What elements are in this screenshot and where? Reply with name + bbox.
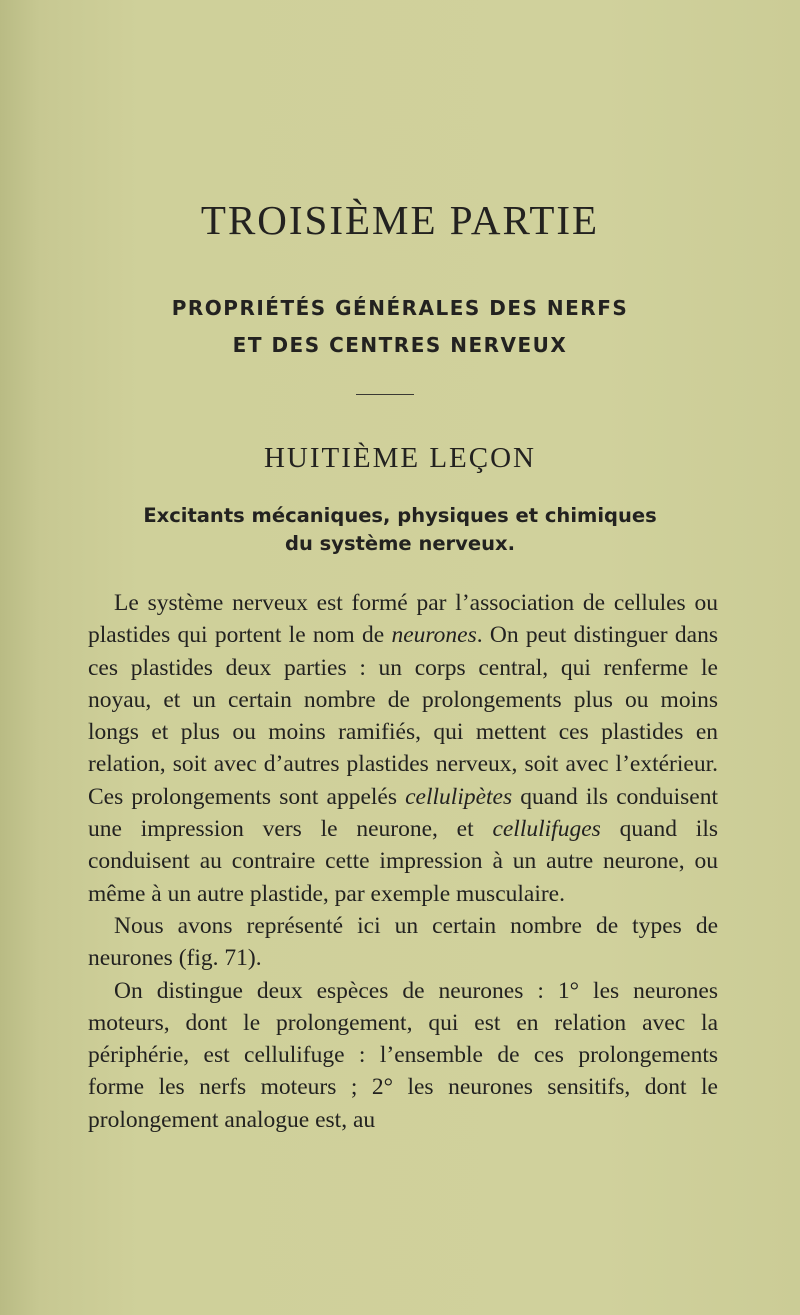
lesson-subtitle-line2: du système nerveux. bbox=[285, 532, 515, 555]
p1-text-c: quand ils conduisent une impression vers le neurone, et bbox=[88, 783, 719, 843]
paragraph-2: Nous avons représenté ici un certain nombre de types de neurones (fig. 71). bbox=[88, 912, 718, 972]
lesson-subtitle-line1: Excitants mécaniques, physiques et chimiques bbox=[143, 504, 657, 527]
part-subtitle-line1: PROPRIÉTÉS GÉNÉRALES DES NERFS bbox=[171, 296, 629, 320]
paragraph-1 bbox=[88, 587, 718, 910]
p1-text-b: . On peut distinguer dans ces plastides deux parties : un corps central, qui renferme le noyau, et un certain nombre de prolongements plus ou moins longs et plus ou moins ramifiés, qui mettent ces plastides en relation, soit avec d’autres plastides nerveux, soit avec l’extérieur. Ces prolongements sont appelés bbox=[88, 622, 718, 810]
paragraph-3: On distingue deux espèces de neurones : 1° les neurones moteurs, dont le prolongement, qui est en relation avec la périphérie, est cellulifuge : l’ensemble de ces prolongements forme les nerfs moteurs ; 2° les neurones sensitifs, dont le prolongement analogue est, au bbox=[88, 977, 718, 1133]
term-cellulifuges: cellulifuges bbox=[492, 816, 601, 843]
part-title: TROISIÈME PARTIE bbox=[200, 197, 600, 243]
lesson-title: HUITIÈME LEÇON bbox=[263, 442, 537, 474]
term-neurones: neurones bbox=[391, 622, 477, 649]
body-text bbox=[88, 587, 718, 1136]
p1-text-d: quand ils conduisent au contraire cette impression à un autre neurone, ou même à un autre plastide, par exemple musculaire. bbox=[88, 816, 718, 907]
section-divider bbox=[356, 394, 414, 395]
part-subtitle-line2: ET DES CENTRES NERVEUX bbox=[232, 333, 568, 357]
p1-text-a: Le système nerveux est formé par l’association de cellules ou plastides qui portent le nom de bbox=[88, 590, 718, 649]
term-cellulipetes: cellulipètes bbox=[405, 783, 513, 810]
